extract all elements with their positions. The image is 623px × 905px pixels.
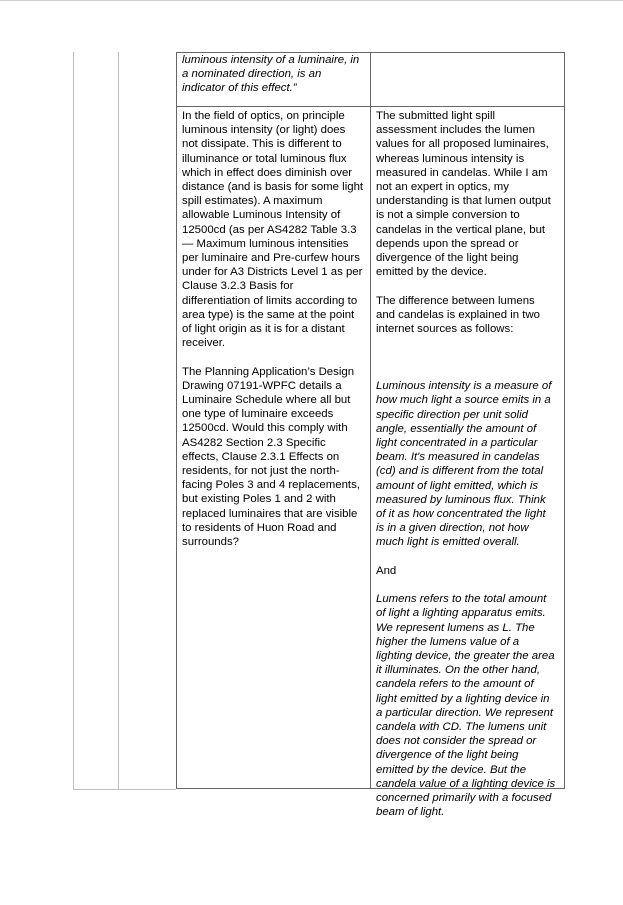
table-rule-left xyxy=(176,52,177,789)
row1-left-quote: luminous intensity of a luminaire, in a nominated direction, is an indicator of this effect.” xyxy=(182,54,360,95)
table-col-rule xyxy=(118,52,119,790)
row2-right-quote2: Lumens refers to the total amount of light a lighting apparatus emits. We represent lumens as L. The higher the lumens value of a lighting device, the greater the area it illuminates. On the other hand, candela refers to the amount of light emitted by a lighting device in a particular direction. We represent candela with CD. The lumens unit does not consider the spread or divergence of the light being emitted by the device. But the candela value of a lighting device is concerned primarily with a focused beam of light. xyxy=(376,593,556,819)
row2-right-quote1: Luminous intensity is a measure of how much light a source emits in a specific direction per unit solid angle, essentially the amount of light concentrated in a particular beam. It's measured in candelas (cd) and is different from the total amount of light emitted, which is measured by luminous flux. Think of it as how concentrated the light is in a given direction, not how much light is emitted overall. xyxy=(376,380,552,549)
row2-right-and: And xyxy=(376,564,397,577)
table-faint-bottom-rule xyxy=(73,789,176,790)
row2-right-cell xyxy=(376,109,562,820)
row2-right-para1: The submitted light spill assessment includes the lumen values for all proposed luminaires, whereas luminous intensity is measured in candelas. While I am not an expert in optics, my understanding is that lumen output is not a simple conversion to candelas in the vertical plane, but depends upon the spread or divergence of the light being emitted by the device. xyxy=(376,110,551,279)
table-outer-left-rule xyxy=(73,52,74,790)
table-rule-middle xyxy=(370,52,371,789)
table-rule-right xyxy=(564,52,565,789)
row2-right-para2: The difference between lumens and candelas is explained in two internet sources as follows: xyxy=(376,294,541,336)
page-top-border xyxy=(0,0,623,1)
table-row-divider xyxy=(176,106,565,107)
row2-left-para1: In the field of optics, on principle luminous intensity (or light) does not dissipate. This is different to illuminance or total luminous flux which in effect does diminish over distance (and is basis for some light spill estimates). A maximum allowable Luminous Intensity of 12500cd (as per AS4282 Table 3.3 — Maximum luminous intensities per luminaire and Pre-curfew hours under for A3 Districts Level 1 as per Clause 3.2.3 Basis for differentiation of limits according to area type) is the same at the point of light origin as it is for a distant receiver. xyxy=(182,110,364,350)
row2-left-para2: The Planning Application’s Design Drawing 07191-WPFC details a Luminaire Schedule where all but one type of luminaire exceeds 12500cd. Would this comply with AS4282 Section 2.3 Specific effects, Clause 2.3.1 Effects on residents, for not just the north- facing Poles 3 and 4 replacements, but existing Poles 1 and 2 with replaced luminaires that are visible to residents of Huon Road and surrounds? xyxy=(182,365,360,549)
row2-left-cell xyxy=(182,109,368,549)
row1-left-cell xyxy=(182,53,368,96)
